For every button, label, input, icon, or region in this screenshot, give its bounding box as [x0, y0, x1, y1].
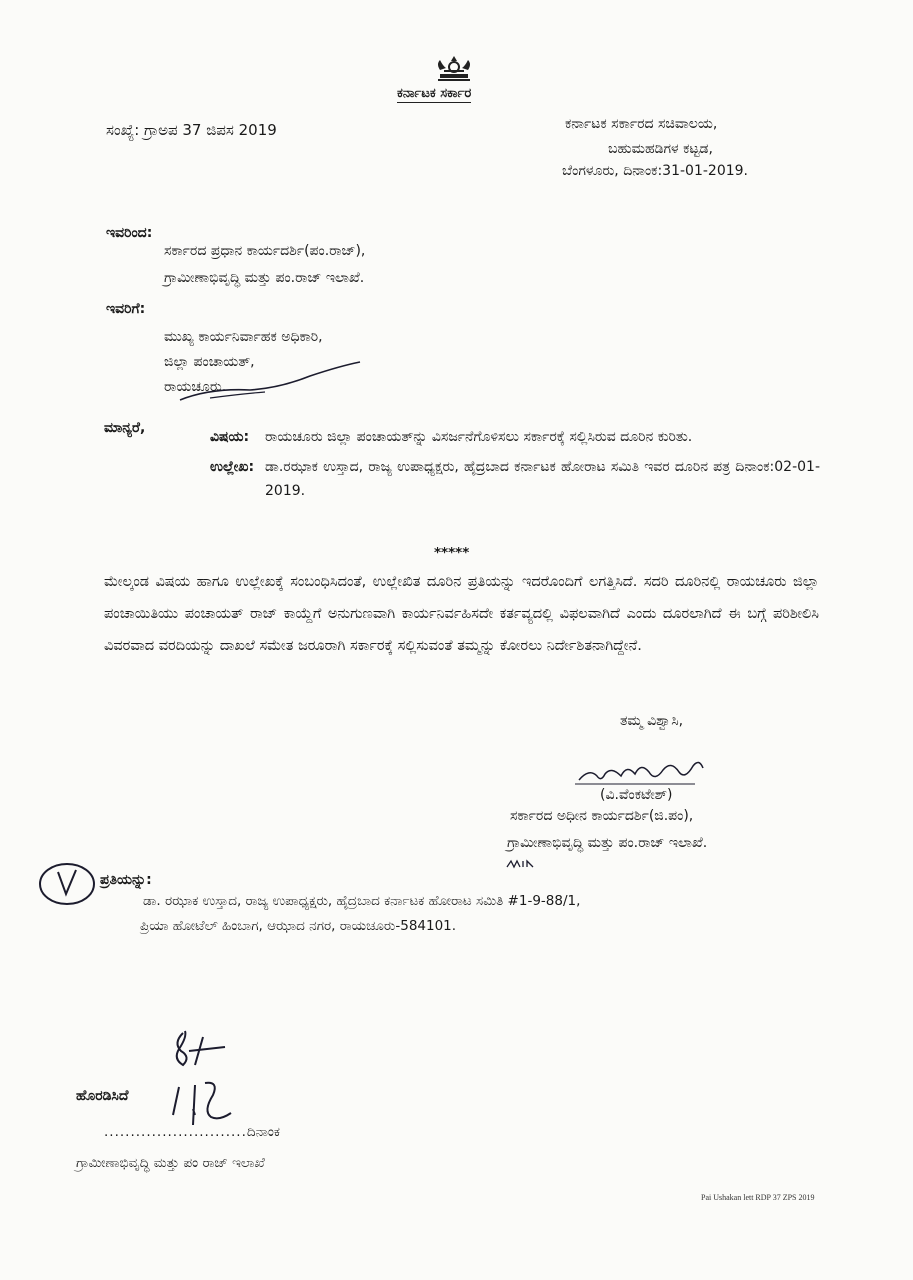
- footer-file-code: Pai Ushakan lett RDP 37 ZPS 2019: [701, 1193, 815, 1202]
- dispatch-department: ಗ್ರಾಮೀಣಾಭಿವೃದ್ಧಿ ಮತ್ತು ಪಂ ರಾಜ್ ಇಲಾಖೆ: [76, 1155, 265, 1171]
- initial-mark: [505, 857, 535, 871]
- to-line-3: ರಾಯಚೂರು.: [164, 379, 227, 395]
- from-label: ಇವರಿಂದ:: [106, 225, 153, 241]
- office-line-1: ಕರ್ನಾಟಕ ಸರ್ಕಾರದ ಸಚಿವಾಲಯ,: [565, 116, 718, 132]
- subject-reference-block: [210, 425, 820, 503]
- copy-line-1: ಡಾ. ರಝಾಕ ಉಸ್ತಾದ, ರಾಜ್ಯ ಉಪಾಧ್ಯಕ್ಷರು, ಹೈದ್ರಬಾದ ಕರ್ನಾಟಕ ಹೋರಾಟ ಸಮಿತಿ #1-9-88/1,: [143, 893, 581, 909]
- subject-text: ರಾಯಚೂರು ಜಿಲ್ಲಾ ಪಂಚಾಯತ್‌ನ್ನು ವಿಸರ್ಜನೆಗೊಳಿಸಲು ಸರ್ಕಾರಕ್ಕೆ ಸಲ್ಲಿಸಿರುವ ದೂರಿನ ಕುರಿತು.: [265, 429, 693, 445]
- reference-text: ಡಾ.ರಝಾಕ ಉಸ್ತಾದ, ರಾಜ್ಯ ಉಪಾಧ್ಯಕ್ಷರು, ಹೈದ್ರಬಾದ ಕರ್ನಾಟಕ ಹೋರಾಟ ಸಮಿತಿ ಇವರ ದೂರಿನ ಪತ್ರ ದಿನಾಂಕ:02-01-2019.: [265, 459, 820, 499]
- dispatch-dots: ...........................: [104, 1124, 247, 1140]
- subject-label: ವಿಷಯ:: [210, 429, 250, 445]
- signature-mark: [575, 754, 705, 788]
- signatory-designation-1: ಸರ್ಕಾರದ ಅಧೀನ ಕಾರ್ಯದರ್ಶಿ(ಜಿ.ಪಂ),: [510, 808, 694, 824]
- office-line-2: ಬಹುಮಹಡಿಗಳ ಕಟ್ಟಡ,: [608, 141, 713, 157]
- reference-label: ಉಲ್ಲೇಖ:: [210, 459, 255, 475]
- copy-line-2: ಪ್ರಿಯಾ ಹೋಟೆಲ್ ಹಿಂಬಾಗ, ಆಝಾದ ನಗರ, ರಾಯಚೂರು-584101.: [140, 918, 457, 934]
- dispatch-label: ಹೊರಡಿಸಿದೆ: [76, 1088, 129, 1104]
- signatory-name: (ವಿ.ವೆಂಕಟೇಶ್): [600, 787, 673, 803]
- office-date-line: ಬೆಂಗಳೂರು, ದಿನಾಂಕ:31-01-2019.: [562, 163, 748, 179]
- separator-stars: *****: [434, 545, 470, 561]
- copy-label: ಪ್ರತಿಯನ್ನು:: [100, 872, 152, 888]
- handwritten-circle-mark: [36, 858, 100, 908]
- to-line-2: ಜಿಲ್ಲಾ ಪಂಚಾಯತ್,: [164, 354, 255, 370]
- closing-yours: ತಮ್ಮ ವಿಶ್ವಾಸಿ,: [620, 713, 684, 729]
- from-line-1: ಸರ್ಕಾರದ ಪ್ರಧಾನ ಕಾರ್ಯದರ್ಶಿ(ಪಂ.ರಾಜ್),: [164, 243, 366, 259]
- karnataka-emblem-icon: [432, 52, 476, 86]
- from-line-2: ಗ್ರಾಮೀಣಾಭಿವೃದ್ಧಿ ಮತ್ತು ಪಂ.ರಾಜ್ ಇಲಾಖೆ.: [164, 270, 365, 286]
- government-title: ಕರ್ನಾಟಕ ಸರ್ಕಾರ: [397, 86, 472, 101]
- salutation: ಮಾನ್ಯರೆ,: [104, 420, 146, 436]
- handwritten-date-mark: [155, 1025, 255, 1135]
- reference-number: ಸಂಖ್ಯೆ: ಗ್ರಾಅಪ 37 ಜಿಪಸ 2019: [106, 121, 277, 139]
- signatory-designation-2: ಗ್ರಾಮೀಣಾಭಿವೃದ್ಧಿ ಮತ್ತು ಪಂ.ರಾಜ್ ಇಲಾಖೆ.: [507, 835, 708, 851]
- dispatch-date-label: ದಿನಾಂಕ: [246, 1124, 280, 1140]
- letter-body: ಮೇಲ್ಕಂಡ ವಿಷಯ ಹಾಗೂ ಉಲ್ಲೇಖಕ್ಕೆ ಸಂಬಂಧಿಸಿದಂತೆ, ಉಲ್ಲೇಖಿತ ದೂರಿನ ಪ್ರತಿಯನ್ನು ಇದರೊಂದಿಗೆ ಲಗತ್ತಿಸಿದೆ. ಸದರಿ ದೂರಿನಲ್ಲಿ ರಾಯಚೂರು ಜಿಲ್ಲಾ ಪಂಚಾಯಿತಿಯು ಪಂಚಾಯತ್ ರಾಜ್ ಕಾಯ್ದೆಗೆ ಅನುಗುಣವಾಗಿ ಕಾರ್ಯನಿರ್ವಹಿಸದೇ ಕರ್ತವ್ಯದಲ್ಲಿ ವಿಫಲವಾಗಿದೆ ಎಂದು ದೂರಲಾಗಿದೆ ಈ ಬಗ್ಗೆ ಪರಿಶೀಲಿಸಿ ವಿವರವಾದ ವರದಿಯನ್ನು ದಾಖಲೆ ಸಮೇತ ಜರೂರಾಗಿ ಸರ್ಕಾರಕ್ಕೆ ಸಲ್ಲಿಸುವಂತೆ ತಮ್ಮನ್ನು ಕೋರಲು ನಿರ್ದೇಶಿತನಾಗಿದ್ದೇನೆ.: [104, 574, 819, 654]
- dispatch-date-line: [104, 1124, 280, 1140]
- to-label: ಇವರಿಗೆ:: [106, 301, 146, 317]
- pen-scribble-mark: [170, 358, 370, 408]
- to-line-1: ಮುಖ್ಯ ಕಾರ್ಯನಿರ್ವಾಹಕ ಅಧಿಕಾರಿ,: [164, 329, 323, 345]
